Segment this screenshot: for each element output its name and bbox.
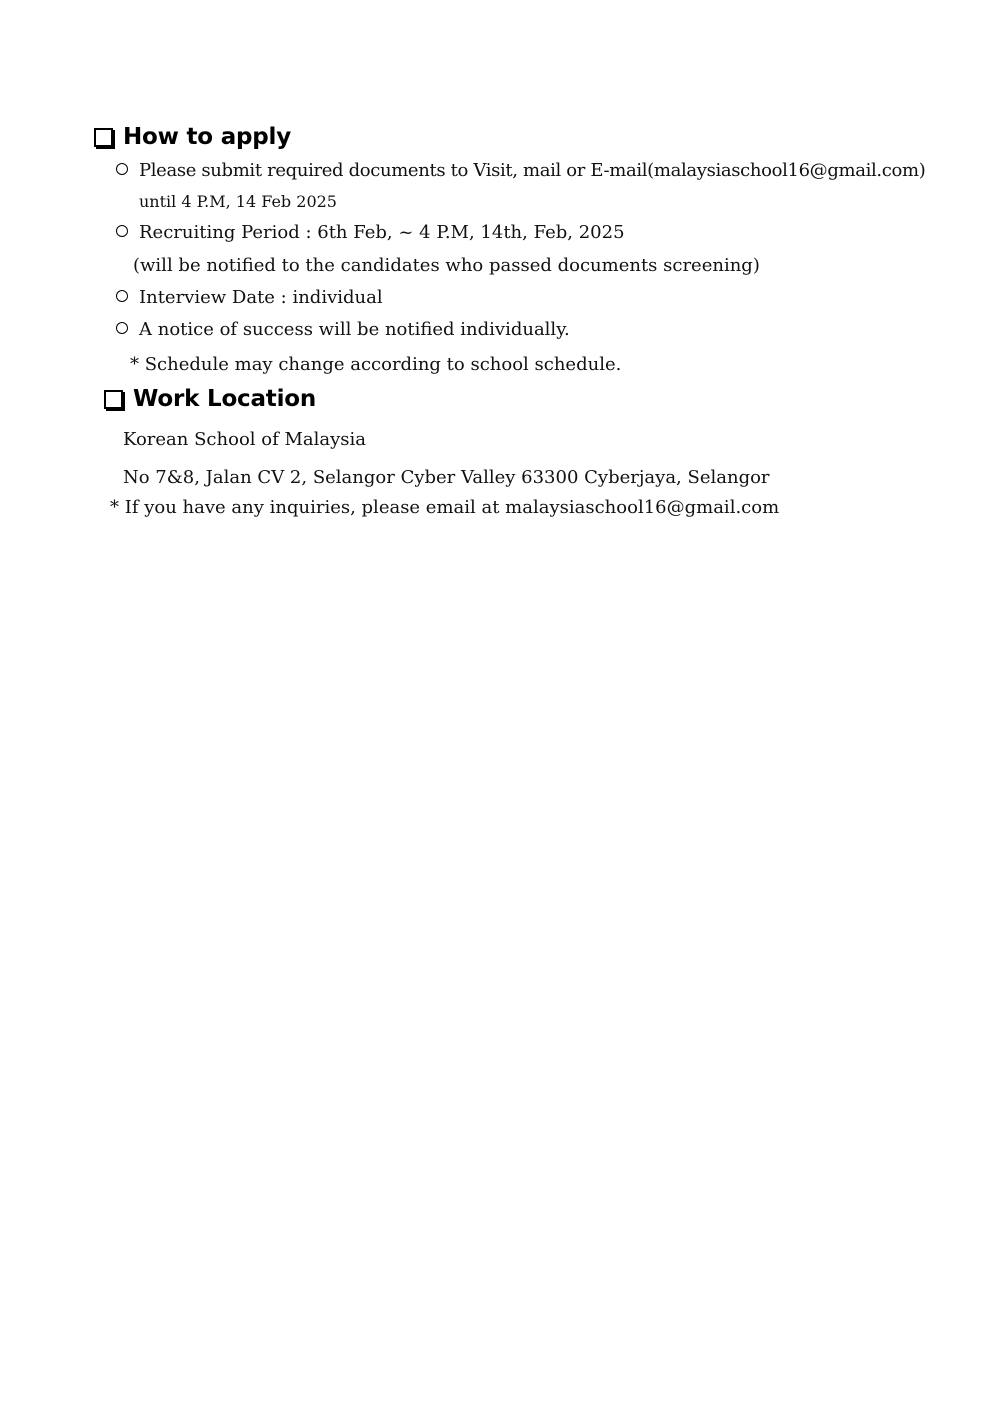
checkbox-icon [94,128,113,147]
work-location-heading [104,386,316,412]
apply-item-recruiting-note: (will be notified to the candidates who passed documents screening) [133,255,760,276]
apply-item-interview-date [116,287,383,308]
school-name: Korean School of Malaysia [123,429,367,450]
apply-item-notice [116,319,570,340]
school-address: No 7&8, Jalan CV 2, Selangor Cyber Valley 63300 Cyberjaya, Selangor [123,467,770,488]
circle-bullet-icon [116,322,128,334]
apply-item-submit-text: Please submit required documents to Visit, mail or E-mail(malaysiaschool16@gmail.com) [139,160,926,181]
apply-item-submit-deadline: until 4 P.M, 14 Feb 2025 [139,192,337,211]
schedule-note: * Schedule may change according to school schedule. [130,354,622,375]
circle-bullet-icon [116,163,128,175]
apply-item-submit [116,160,925,181]
apply-item-recruiting-period [116,222,625,243]
inquiry-note: * If you have any inquiries, please email at malaysiaschool16@gmail.com [110,497,780,518]
how-to-apply-heading-text: How to apply [123,124,292,150]
apply-item-notice-text: A notice of success will be notified individually. [139,319,570,340]
apply-item-recruiting-period-text: Recruiting Period : 6th Feb, ~ 4 P.M, 14th, Feb, 2025 [139,222,625,243]
circle-bullet-icon [116,225,128,237]
circle-bullet-icon [116,290,128,302]
how-to-apply-heading [94,124,291,150]
work-location-heading-text: Work Location [133,386,317,412]
checkbox-icon [104,390,123,409]
apply-item-interview-date-text: Interview Date : individual [139,287,383,308]
